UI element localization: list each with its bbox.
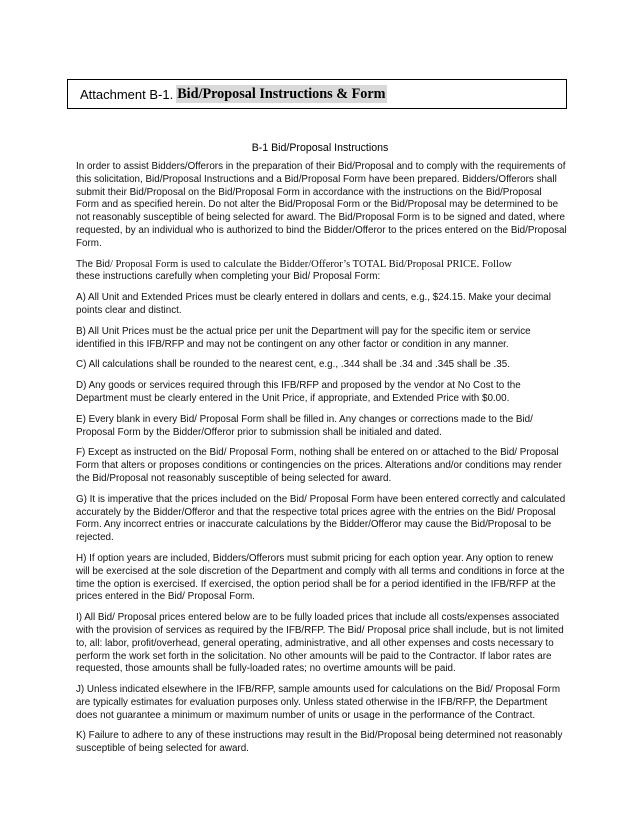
usage-paragraph: [76, 259, 567, 285]
instruction-j: J) Unless indicated elsewhere in the IFB/RFP, sample amounts used for calculations on the Bid/ Proposal Form are typically estimates for evaluation purposes only. Unless stated otherwise in the IFB/RFP, the Department does not guarantee a minimum or maximum number of units or usage in the performance of the Contract.: [76, 684, 561, 721]
attachment-header-box: [67, 79, 567, 109]
instruction-d: D) Any goods or services required through this IFB/RFP and proposed by the vendor at No Cost to the Department must be clearly entered in the Unit Price, if appropriate, and Extended Price with $0.00.: [76, 380, 521, 404]
usage-serif: / Proposal Form is used to calculate the Bidder/Offeror’s TOTAL Bid/Proposal PRICE. Follow: [109, 258, 512, 270]
instructions-body: [76, 161, 567, 764]
section-title: B-1 Bid/Proposal Instructions: [251, 142, 389, 154]
instruction-e: E) Every blank in every Bid/ Proposal Form shall be filled in. Any changes or corrections made to the Bid/ Proposal Form by the Bidder/Offeror prior to submission shall be initialed and dated.: [76, 413, 533, 438]
instruction-i: I) All Bid/ Proposal prices entered below are to be fully loaded prices that include all costs/expenses associated with the provision of services as required by the IFB/RFP. The Bid/ Proposal price shall include, but is not limited to, all: labor, profit/overhead, general operating, administrative, and all other expenses and costs necessary to perform the work set forth in the solicitation. No other amounts will be paid to the Contractor. If labor rates are requested, those amounts shall be fully-loaded rates; no overtime amounts will be paid.: [76, 612, 564, 675]
attachment-title: Bid/Proposal Instructions & Form: [177, 86, 386, 102]
instruction-k: K) Failure to adhere to any of these instructions may result in the Bid/Proposal being determined not reasonably susceptible of being selected for award.: [76, 730, 563, 755]
attachment-label: Attachment B-1.: [80, 86, 174, 102]
intro-paragraph: In order to assist Bidders/Offerors in the preparation of their Bid/Proposal and to comply with the requirements of this solicitation, Bid/Proposal Instructions and a Bid/Proposal Form have been prepared. Bidders/Offerors shall submit their Bid/Proposal on the Bid/Proposal Form in accordance with the instructions on the Bid/Proposal Form and as specified herein. Do not alter the Bid/Proposal Form or the Bid/Proposal may be determined to be not reasonably susceptible of being selected for award. The Bid/Proposal Form is to be signed and dated, where requested, by an individual who is authorized to bind the Bidder/Offeror to the prices entered on the Bid/Proposal Form.: [76, 161, 567, 249]
instruction-h: H) If option years are included, Bidders/Offerors must submit pricing for each option year. Any option to renew will be exercised at the sole discretion of the Department and comply with all terms and conditions in force at the time the option is exercised. If exercised, the option period shall be for a period identified in the IFB/RFP at the prices entered in the Bid/ Proposal Form.: [76, 552, 565, 603]
instruction-a: A) All Unit and Extended Prices must be clearly entered in dollars and cents, e.g., $24.15. Make your decimal points clear and distinct.: [76, 292, 551, 316]
instruction-b: B) All Unit Prices must be the actual price per unit the Department will pay for the specific item or service identified in this IFB/RFP and may not be contingent on any other factor or condition in any manner.: [76, 325, 531, 350]
instruction-f: F) Except as instructed on the Bid/ Proposal Form, nothing shall be entered on or attached to the Bid/ Proposal Form that alters or proposes conditions or contingencies on the prices. Alterations and/or conditions may render the Bid/Proposal not reasonably susceptible of being selected for award.: [76, 447, 562, 484]
instruction-c: C) All calculations shall be rounded to the nearest cent, e.g., .344 shall be .34 and .345 shall be .35.: [76, 359, 510, 371]
usage-lead: The Bid: [76, 258, 110, 270]
instruction-g: G) It is imperative that the prices included on the Bid/ Proposal Form have been entered correctly and calculated accurately by the Bidder/Offeror and that the respective total prices agree with the entries on the Bid/ Proposal Form. Any incorrect entries or inaccurate calculations by the Bidder/Offeror may cause the Bid/Proposal to be rejected.: [76, 493, 566, 544]
usage-tail: these instructions carefully when completing your Bid/ Proposal Form:: [76, 271, 381, 283]
